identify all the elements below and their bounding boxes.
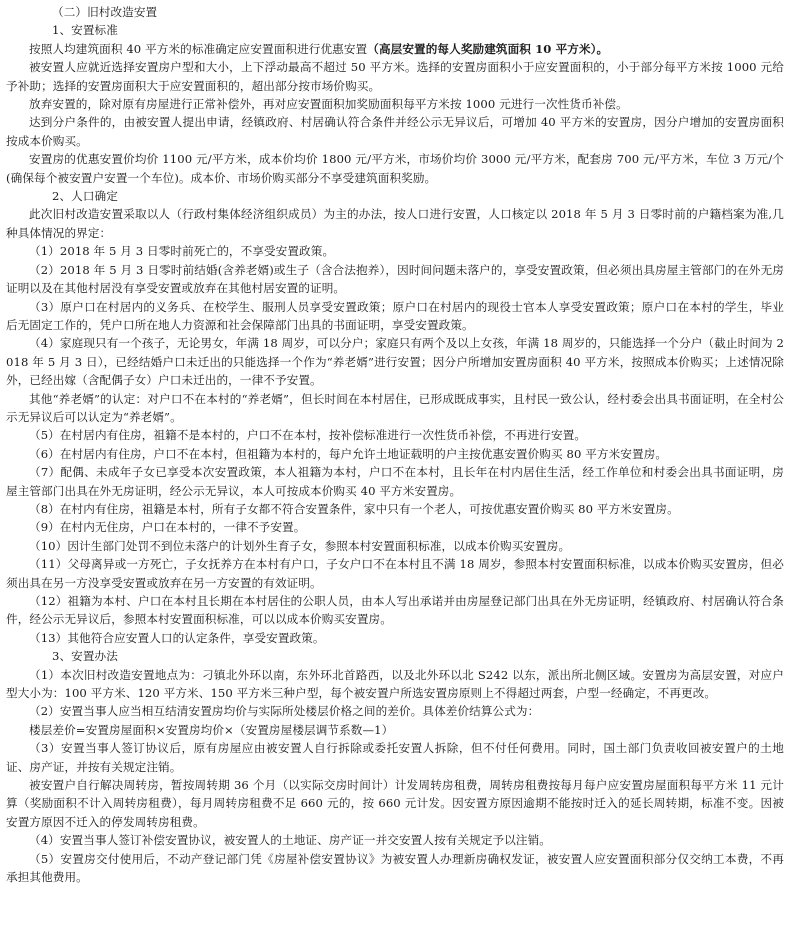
paragraph-standard <box>6 40 784 58</box>
formula: 楼层差价=安置房屋面积×安置房均价×（安置房屋楼层调节系数—1） <box>29 722 394 737</box>
paragraph: 安置房的优惠安置价均价 1100 元/平方米，成本价均价 1800 元/平方米，市场价均价 3000 元/平方米，配套房 700 元/平方米，车位 3 万元/个(确保每个被安置户安置一个车位)。成本价、市场价购买部分不享受建筑面积奖励。 <box>6 152 784 185</box>
paragraph: （1）本次旧村改造安置地点为：刁镇北外环以南，东外环北首路西，以及北外环以北 S242 以东，派出所北侧区域。安置房为高层安置，对应户型大小为：100 平方米、120 平方米、150 平方米三种户型，每个被安置户所选安置房原则上不得超过两套，户型一经确定，不再更改。 <box>6 667 784 701</box>
list-item: （1）2018 年 5 月 3 日零时前死亡的，不享受安置政策。 <box>29 244 335 259</box>
paragraph-note: 其他“养老婿”的认定：对户口不在本村的“养老婿”，但长时间在本村居住，已形成既成事实，且村民一致公认，经村委会出具书面证明，在全村公示无异议后可以认定为“养老婿”。 <box>6 391 784 424</box>
paragraph: （4）安置当事人签订补偿安置协议，被安置人的土地证、房产证一并交安置人按有关规定予以注销。 <box>29 833 552 848</box>
section-heading: （二）旧村改造安置 <box>52 5 158 19</box>
list-item: （11）父母离异或一方死亡，子女抚养方在本村有户口，子女户口不在本村且不满 18 周岁，参照本村安置面积标准，以成本价购买安置房，但必须出具在另一方没享受安置或放弃在另一方安置的有效证明。 <box>6 557 784 590</box>
list-item: （9）在村内无住房，户口在本村的，一律不予安置。 <box>29 520 306 535</box>
list-item: （6）在村居内有住房，户口不在本村，但祖籍为本村的，每户允许土地证载明的户主按优惠安置价购买 80 平方米安置房。 <box>29 446 668 461</box>
paragraph: 被安置户自行解决周转房，暂按周转期 36 个月（以实际交房时间计）计发周转房租费，周转房租费按每月每户应安置房屋面积每平方米 11 元计算（奖励面积不计入周转房租费），每月周转房租费不足 660 元的，按 660 元计发。因安置方原因逾期不能按时迁入的延长周转期，标准不变。因被安置方原因不迁入的停发周转房租费。 <box>6 778 784 829</box>
list-item: （12）祖籍为本村、户口在本村且长期在本村居住的公职人员，由本人写出承诺并由房屋登记部门出具在外无房证明，经镇政府、村居确认符合条件，经公示无异议后，参照本村安置面积标准，可以以成本价购买安置房。 <box>6 594 784 627</box>
paragraph: （2）安置当事人应当相互结清安置房均价与实际所处楼层价格之间的差价。具体差价结算公式为： <box>29 704 540 719</box>
list-item: （4）家庭现只有一个孩子，无论男女，年满 18 周岁，可以分户；家庭只有两个及以上女孩，年满 18 周岁的，只能选择一个分户（截止时间为 2018 年 5 月 3 日），已经结婚户口未迁出的只能选择一个作为“养老婿”进行安置；因分户所增加安置房面积 40 平方米，按照成本价购买；上述情况除外，已经出嫁（含配偶子女）户口未迁出的，一律不予安置。 <box>6 336 784 388</box>
paragraph: （5）安置房交付使用后，不动产登记部门凭《房屋补偿安置协议》为被安置人办理新房确权发证，被安置人应安置面积部分仅交纳工本费，不再承担其他费用。 <box>6 851 784 885</box>
subsection-title-2: 2、人口确定 <box>52 189 118 204</box>
list-item: （3）原户口在村居内的义务兵、在校学生、服刑人员享受安置政策；原户口在村居内的现役士官本人享受安置政策；原户口在本村的学生，毕业后无固定工作的，凭户口所在地人力资源和社会保障部门出具的书面证明，享受安置政策。 <box>6 299 784 332</box>
list-item: （10）因计生部门处罚不到位未落户的计划外生育子女，参照本村安置面积标准，以成本价购买安置房。 <box>29 538 571 553</box>
subsection-title-3: 3、安置办法 <box>52 649 118 664</box>
list-item: （2）2018 年 5 月 3 日零时前结婚(含养老婿)或生子（含合法抱养），因时间问题未落户的，享受安置政策，但必须出具房屋主管部门的在外无房证明以及在其他村居没有享受安置或放弃在其他村居安置的证明。 <box>6 262 784 296</box>
paragraph: 达到分户条件的，由被安置人提出申请，经镇政府、村居确认符合条件并经公示无异议后，可增加 40 平方米的安置房，因分户增加的安置房面积按成本价购买。 <box>6 115 784 148</box>
subsection-title-1: 1、安置标准 <box>52 23 118 38</box>
list-item: （8）在村内有住房，祖籍是本村，所有子女都不符合安置条件，家中只有一个老人，可按优惠安置价购买 80 平方米安置房。 <box>29 501 679 516</box>
paragraph: 被安置人应就近选择安置房户型和大小，上下浮动最高不超过 50 平方米。选择的安置房面积小于应安置面积的，小于部分每平方米按 1000 元给予补助；选择的安置房面积大于应安置面积的，超出部分按市场价购买。 <box>6 60 784 93</box>
paragraph: 放弃安置的，除对原有房屋进行正常补偿外，再对应安置面积加奖励面积每平方米按 1000 元进行一次性货币补偿。 <box>29 97 628 112</box>
paragraph: （3）安置当事人签订协议后，原有房屋应由被安置人自行拆除或委托安置人拆除，但不付任何费用。同时，国土部门负责收回被安置户的土地证、房产证，并按有关规定注销。 <box>6 741 784 774</box>
paragraph: 此次旧村改造安置采取以人（行政村集体经济组织成员）为主的办法，按人口进行安置，人口核定以 2018 年 5 月 3 日零时前的户籍档案为准,几种具体情况的界定： <box>6 207 784 240</box>
list-item: （5）在村居内有住房，祖籍不是本村的，户口不在本村，按补偿标准进行一次性货币补偿，不再进行安置。 <box>29 428 587 443</box>
standard-text: 按照人均建筑面积 40 平方米的标准确定应安置面积进行优惠安置 <box>29 41 368 56</box>
list-item: （7）配偶、未成年子女已享受本次安置政策，本人祖籍为本村，户口不在本村，且长年在村内居住生活，经工作单位和村委会出具书面证明，房屋主管部门出具在外无房证明，经公示无异议，本人可按成本价购买 40 平方米安置房。 <box>6 465 784 498</box>
standard-bold-text: （高层安置的每人奖励建筑面积 10 平方米）。 <box>367 41 609 56</box>
list-item: （13）其他符合应安置人口的认定条件，享受安置政策。 <box>29 630 325 645</box>
